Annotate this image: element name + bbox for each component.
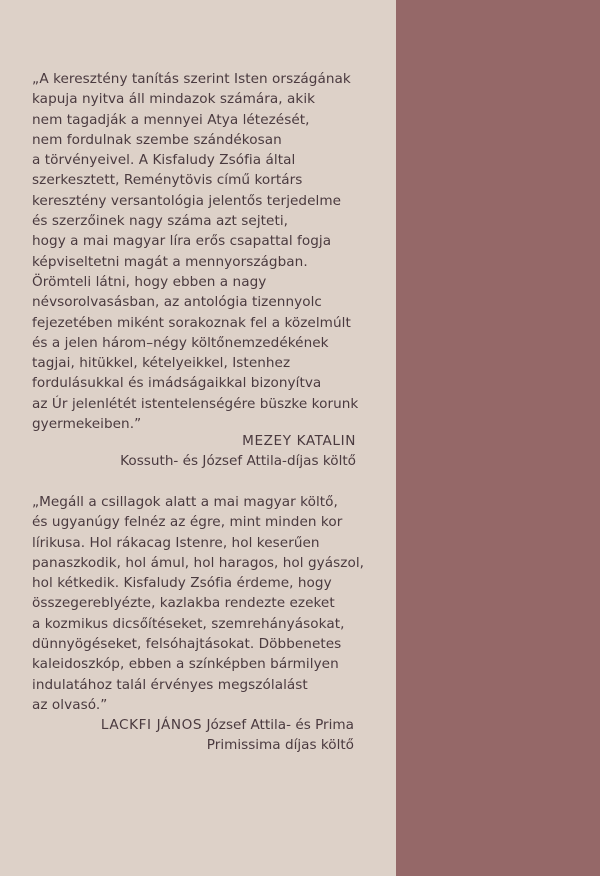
- quote-line: nem fordulnak szembe szándékosan: [32, 131, 282, 148]
- quote-line: fejezetében miként sorakoznak fel a közelmúlt: [32, 314, 351, 331]
- quote-line: és a jelen három–négy költőnemzedékének: [32, 334, 329, 351]
- quote-mezey: [32, 69, 382, 434]
- quote-line: fordulásukkal és imádságaikkal bizonyítva: [32, 375, 322, 392]
- quote-line: és ugyanúgy felnéz az égre, mint minden kor: [32, 514, 343, 531]
- quote-line: keresztény versantológia jelentős terjedelme: [32, 192, 342, 209]
- quote-line: az Úr jelenlétét istentelenségére büszke korunk: [32, 395, 359, 412]
- quote-line: panaszkodik, hol ámul, hol haragos, hol gyászol,: [32, 554, 365, 571]
- quote-line: nem tagadják a mennyei Atya létezését,: [32, 111, 310, 128]
- author-name: LACKFI JÁNOS: [100, 717, 203, 733]
- quote-line: lírikusa. Hol rákacag Istenre, hol keserűen: [32, 534, 320, 551]
- quote-line: összegereblyézte, kazlakba rendezte ezeket: [32, 595, 335, 612]
- color-side-panel: [396, 0, 600, 876]
- quote-line: névsorolvasásban, az antológia tizennyolc: [32, 294, 322, 311]
- quote-line: kapuja nyitva áll mindazok számára, akik: [32, 91, 316, 108]
- quote-line: gyermekeiben.”: [32, 416, 142, 433]
- quote-line: indulatához talál érvényes megszólalást: [32, 676, 308, 693]
- attribution-mezey: [120, 431, 356, 472]
- quote-line: szerkesztett, Reménytövis című kortárs: [32, 172, 303, 189]
- quote-line: a törvényeivel. A Kisfaludy Zsófia által: [32, 152, 296, 169]
- quote-line: „Megáll a csillagok alatt a mai magyar költő,: [32, 494, 338, 510]
- quote-line: hogy a mai magyar líra erős csapattal fogja: [32, 233, 332, 250]
- author-title: József Attila- és Prima: [206, 717, 354, 733]
- attribution-lackfi: [101, 715, 354, 756]
- quote-line: dünnyögéseket, felsóhajtásokat. Döbbenetes: [32, 636, 342, 653]
- quote-lackfi: [32, 492, 382, 715]
- author-title: Kossuth- és József Attila-díjas költő: [120, 453, 356, 470]
- quote-line: kaleidoszkóp, ebben a színképben bármilyen: [32, 656, 339, 673]
- quote-line: hol kétkedik. Kisfaludy Zsófia érdeme, hogy: [32, 575, 332, 592]
- quote-line: és szerzőinek nagy száma azt sejteti,: [32, 213, 289, 230]
- author-name: MEZEY KATALIN: [242, 433, 356, 449]
- quote-line: „A keresztény tanítás szerint Isten országának: [32, 71, 351, 87]
- quote-line: az olvasó.”: [32, 696, 108, 713]
- quote-line: tagjai, hitükkel, kételyeikkel, Istenhez: [32, 355, 291, 372]
- quote-line: képviseltetni magát a mennyországban.: [32, 253, 308, 270]
- quote-line: a kozmikus dicsőítéseket, szemrehányásokat,: [32, 615, 345, 632]
- author-title: Primissima díjas költő: [206, 737, 354, 754]
- quote-line: Örömteli látni, hogy ebben a nagy: [32, 273, 267, 290]
